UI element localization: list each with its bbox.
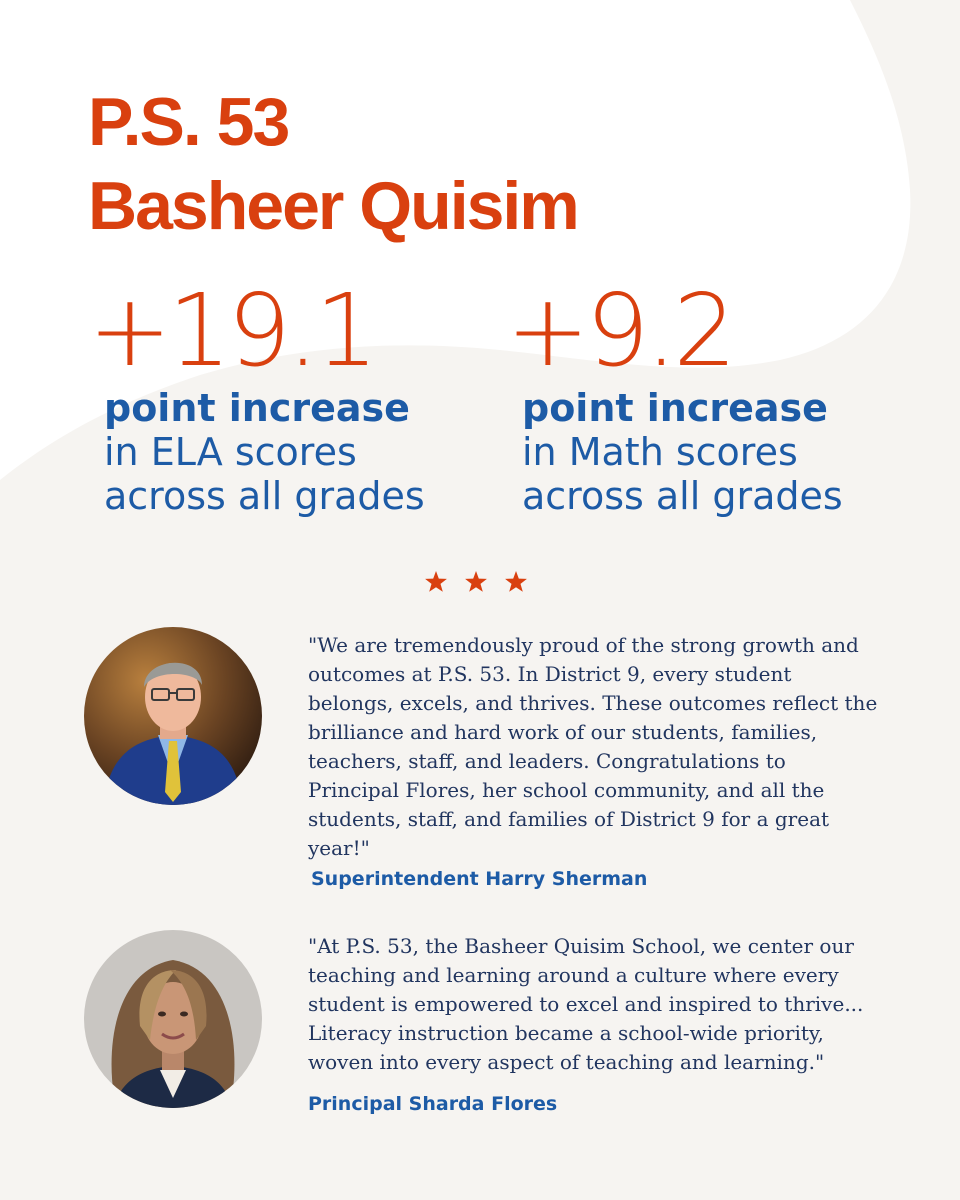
principal-name: Principal Sharda Flores [308, 1093, 558, 1115]
stat-ela-label: point increase [104, 386, 410, 430]
star-icon [424, 570, 448, 594]
star-icon [464, 570, 488, 594]
stat-ela-subject: in ELA scores [104, 430, 357, 474]
stat-ela-description [104, 386, 425, 518]
title-line-school-number: P.S. 53 [88, 84, 289, 160]
stat-ela [88, 272, 425, 518]
stat-math-description [522, 386, 843, 518]
stat-ela-value: +19.1 [88, 272, 375, 389]
stat-math-subject: in Math scores [522, 430, 798, 474]
stat-ela-scope: across all grades [104, 474, 425, 518]
principal-quote: "At P.S. 53, the Basheer Quisim School, we center our teaching and learning around a culture where every student is empowered to excel and inspired to thrive... Literacy instruction became a school-wide priority, woven into every aspect of teaching and learning." [308, 934, 864, 1074]
superintendent-name: Superintendent Harry Sherman [311, 868, 648, 890]
principal-photo [84, 930, 262, 1108]
stat-math-value: +9.2 [506, 272, 733, 389]
stat-math [506, 272, 843, 518]
superintendent-photo [84, 627, 262, 805]
title-line-school-name: Basheer Quisim [88, 168, 578, 244]
star-icon [504, 570, 528, 594]
star-divider [424, 570, 528, 594]
stat-math-scope: across all grades [522, 474, 843, 518]
superintendent-quote: "We are tremendously proud of the strong growth and outcomes at P.S. 53. In District 9, every student belongs, excels, and thrives. These outcomes reflect the brilliance and hard work of our students, families, teachers, staff, and leaders. Congratulations to Principal Flores, her school community, and all the students, staff, and families of District 9 for a great year!" [308, 633, 878, 860]
stat-math-label: point increase [522, 386, 828, 430]
page-title [88, 80, 578, 248]
